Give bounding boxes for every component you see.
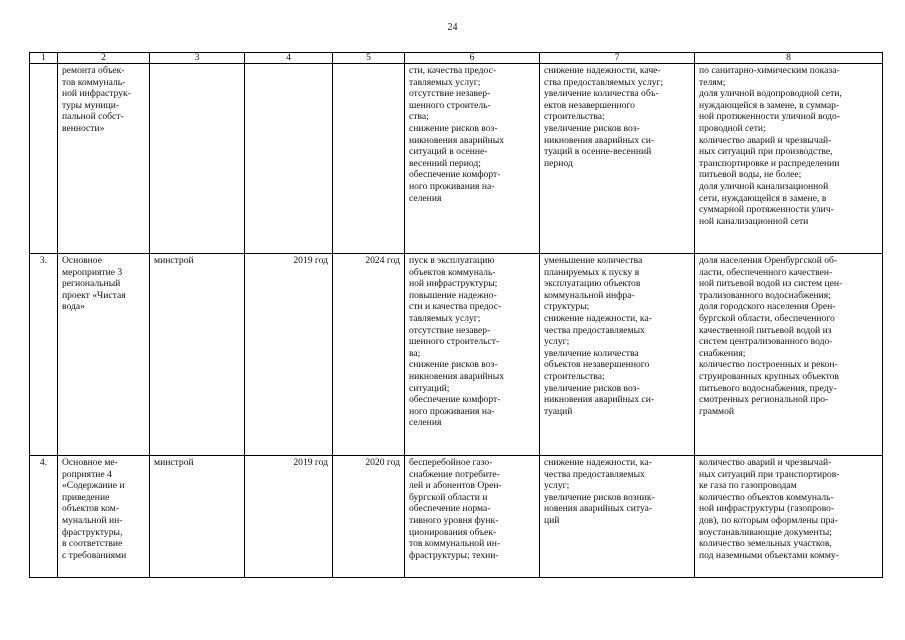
start-year-cell [245,64,333,254]
table-row [30,456,883,578]
executor-cell: минстрой [150,456,245,578]
column-number-row [30,53,883,64]
measure-name-cell: ремонта объек- тов коммуналь- ной инфраструк- туры муници- пальной собст- венности» [58,64,150,254]
indicators-cell: количество аварий и чрезвычай- ных ситуаций при транспортиров- ке газа по газопроводам количество объектов коммуналь- ной инфраструктуры (газопрово- дов), по которым оформлены пра- воустанавливающие документы; количество земельных участков, под наземными объектами комму- [695,456,883,578]
consequences-cell: снижение надежности, ка- чества предоставляемых услуг; увеличение рисков возник- новения аварийных ситуа- ций [540,456,695,578]
start-year-cell: 2019 год [245,254,333,456]
column-number: 7 [540,53,695,64]
start-year-cell: 2019 год [245,456,333,578]
row-number-cell: 4. [30,456,58,578]
expected-result-cell: сти, качества предос- тавляемых услуг; отсутствие незавер- шенного строитель- ства; снижение рисков воз- никновения аварийных ситуаций в осенне- весенний период; обеспечение комфорт- ного проживания на- селения [405,64,540,254]
end-year-cell: 2020 год [333,456,405,578]
indicators-cell: по санитарно-химическим показа- телям; доля уличной водопроводной сети, нуждающейся в замене, в суммар- ной протяженности уличной водо- проводной сети; количество аварий и чрезвычай- ных ситуаций при производстве, транспортировке и распределении питьевой воды, не более; доля уличной канализационной сети, нуждающейся в замене, в суммарной протяженности улич- ной канализационной сети [695,64,883,254]
column-number: 5 [333,53,405,64]
consequences-cell: уменьшение количества планируемых к пуску в эксплуатацию объектов коммунальной инфра- структуры; снижение надежности, ка- чества предоставляемых услуг; увеличение количества объектов незавершенного строительства; увеличение рисков воз- никновения аварийных си- туаций [540,254,695,456]
table-row [30,254,883,456]
column-number: 4 [245,53,333,64]
consequences-cell: снижение надежности, каче- ства предоставляемых услуг; увеличение количества объ- ектов незавершенного строительства; увеличение рисков воз- никновения аварийных си- туаций в осенне-весенний период [540,64,695,254]
executor-cell: минстрой [150,254,245,456]
column-number: 3 [150,53,245,64]
measures-table [29,52,883,578]
expected-result-cell: бесперебойное газо- снабжение потребите- лей и абонентов Орен- бургской области и обеспечение норма- тивного уровня функ- ционирования объек- тов коммунальной ин- фраструктуры; техни- [405,456,540,578]
executor-cell [150,64,245,254]
column-number: 8 [695,53,883,64]
row-number-cell [30,64,58,254]
table-row [30,64,883,254]
row-number-cell: 3. [30,254,58,456]
end-year-cell [333,64,405,254]
indicators-cell: доля населения Оренбургской об- ласти, обеспеченного качествен- ной питьевой водой из систем цен- трализованного водоснабжения; доля городского населения Орен- бургской области, обеспеченного качественной питьевой водой из систем централизованного водо- снабжения; количество построенных и рекон- струированных крупных объектов питьевого водоснабжения, преду- смотренных региональной про- граммой [695,254,883,456]
column-number: 6 [405,53,540,64]
end-year-cell: 2024 год [333,254,405,456]
measure-name-cell: Основное мероприятие 3 региональный проект «Чистая вода» [58,254,150,456]
column-number: 1 [30,53,58,64]
page-number: 24 [447,22,458,33]
column-number: 2 [58,53,150,64]
expected-result-cell: пуск в эксплуатацию объектов коммуналь- ной инфраструктуры; повышение надежно- сти и качества предос- тавляемых услуг; отсутствие незавер- шенного строительст- ва; снижение рисков воз- никновения аварийных ситуаций; обеспечение комфорт- ного проживания на- селения [405,254,540,456]
measure-name-cell: Основное ме- роприятие 4 «Содержание и приведение объектов ком- мунальной ин- фраструктуры, в соответствие с требованиями [58,456,150,578]
